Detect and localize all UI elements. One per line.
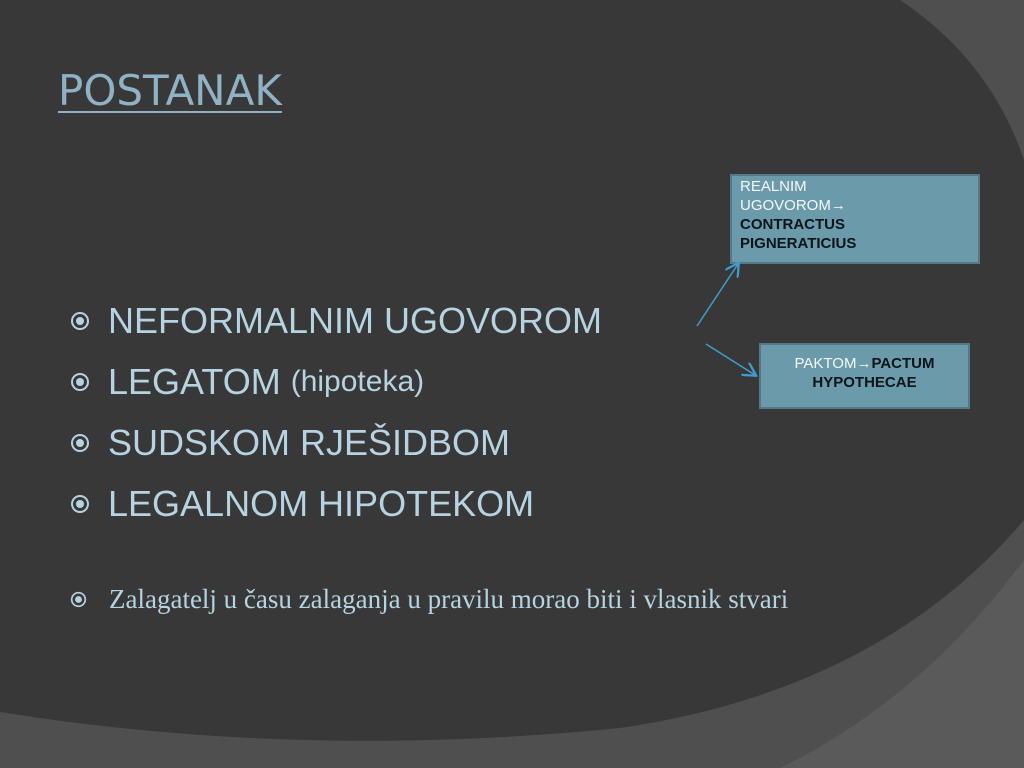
bullet-text: NEFORMALNIM UGOVOROM	[108, 299, 603, 341]
paktom-callout-box	[759, 343, 970, 409]
note-item	[70, 584, 788, 615]
bullet-item	[70, 351, 602, 412]
slide-title: POSTANAK	[58, 66, 282, 115]
realnim-callout-box	[730, 174, 980, 264]
bullet-item	[70, 290, 602, 351]
callout-line: UGOVOROM→	[740, 197, 846, 214]
callout-bold: PACTUM	[871, 355, 935, 372]
circled-dot-icon	[70, 494, 90, 514]
bullet-item	[70, 473, 602, 534]
note-text: Zalagatelj u času zalaganja u pravilu morao biti i vlasnik stvari	[109, 584, 789, 614]
circled-dot-icon	[70, 372, 90, 392]
callout-line: PAKTOM→	[794, 355, 872, 372]
circled-dot-icon	[70, 311, 90, 331]
bullet-list	[70, 290, 602, 534]
bullet-text: LEGATOM	[108, 360, 281, 402]
callout-bold: CONTRACTUS	[740, 216, 845, 233]
bullet-text: SUDSKOM RJEŠIDBOM	[108, 421, 511, 463]
callout-line: REALNIM	[740, 178, 807, 195]
circled-dot-icon	[70, 591, 87, 608]
callout-bold: PIGNERATICIUS	[740, 235, 857, 252]
callout-bold: HYPOTHECAE	[812, 374, 917, 391]
bullet-subtext: (hipoteka)	[290, 364, 425, 398]
bullet-text: LEGALNOM HIPOTEKOM	[108, 482, 535, 524]
bullet-item	[70, 412, 602, 473]
circled-dot-icon	[70, 433, 90, 453]
